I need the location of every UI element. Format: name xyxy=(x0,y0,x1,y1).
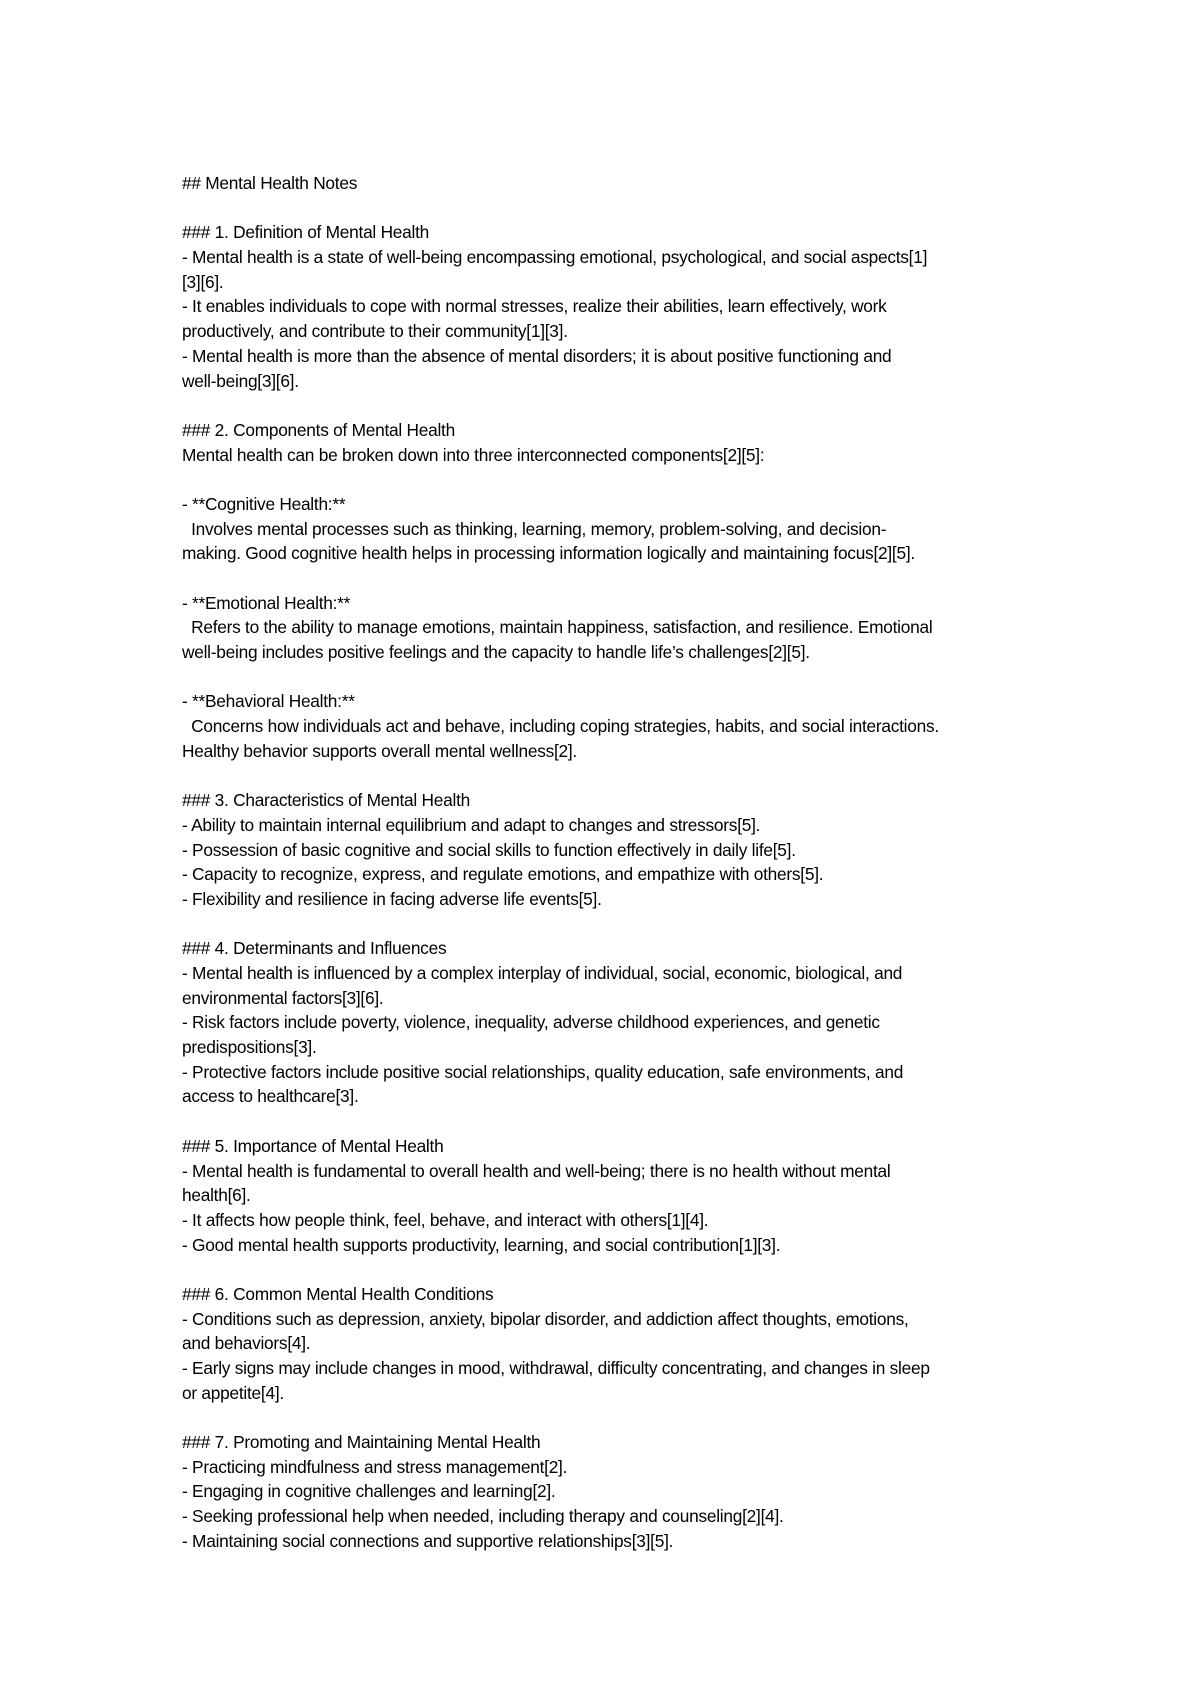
bullet-line: - Practicing mindfulness and stress management[2]. xyxy=(182,1456,568,1477)
bullet-line: - Mental health is fundamental to overall health and well-being; there is no health without mental xyxy=(182,1160,891,1181)
bullet-line: - **Behavioral Health:** xyxy=(182,691,355,712)
bullet-line: - Capacity to recognize, express, and regulate emotions, and empathize with others[5]. xyxy=(182,864,824,885)
bullet-line: - Risk factors include poverty, violence, inequality, adverse childhood experiences, and genetic xyxy=(182,1012,880,1033)
blank-line xyxy=(182,665,1042,690)
text-line: well-being includes positive feelings and the capacity to handle life’s challenges[2][5]. xyxy=(182,642,810,663)
blank-line xyxy=(182,467,1042,492)
bullet-line: - Mental health is more than the absence of mental disorders; it is about positive functioning and xyxy=(182,345,892,366)
document-title: ## Mental Health Notes xyxy=(182,173,358,193)
text-line: productively, and contribute to their community[1][3]. xyxy=(182,321,568,342)
text-line: Concerns how individuals act and behave, including coping strategies, habits, and social interactions. xyxy=(182,716,939,737)
bullet-line: - Mental health is a state of well-being encompassing emotional, psychological, and social aspects[1] xyxy=(182,247,928,268)
section-heading: ### 3. Characteristics of Mental Health xyxy=(182,790,471,811)
section-heading: ### 2. Components of Mental Health xyxy=(182,419,455,440)
blank-line xyxy=(182,764,1042,789)
blank-line xyxy=(182,1405,1042,1430)
blank-line xyxy=(182,912,1042,937)
bullet-line: - Good mental health supports productivity, learning, and social contribution[1][3]. xyxy=(182,1234,781,1255)
document-body xyxy=(182,171,1042,1554)
text-line: Refers to the ability to manage emotions, maintain happiness, satisfaction, and resilience. Emotional xyxy=(182,617,933,638)
blank-line xyxy=(182,566,1042,591)
section-heading: ### 5. Importance of Mental Health xyxy=(182,1135,444,1156)
bullet-line: - Early signs may include changes in mood, withdrawal, difficulty concentrating, and changes in sleep xyxy=(182,1358,930,1378)
bullet-line: - **Emotional Health:** xyxy=(182,592,351,613)
bullet-line: - Possession of basic cognitive and social skills to function effectively in daily life[5]. xyxy=(182,839,796,860)
blank-line xyxy=(182,196,1042,221)
blank-line xyxy=(182,1109,1042,1134)
bullet-line: - Protective factors include positive social relationships, quality education, safe environments, and xyxy=(182,1061,904,1082)
text-line: Mental health can be broken down into three interconnected components[2][5]: xyxy=(182,444,765,465)
bullet-line: - Mental health is influenced by a complex interplay of individual, social, economic, biological, and xyxy=(182,963,903,983)
text-line: and behaviors[4]. xyxy=(182,1333,311,1354)
bullet-line: - Maintaining social connections and supportive relationships[3][5]. xyxy=(182,1530,674,1551)
bullet-line: - It affects how people think, feel, behave, and interact with others[1][4]. xyxy=(182,1209,709,1230)
text-line: health[6]. xyxy=(182,1185,251,1206)
text-line: making. Good cognitive health helps in processing information logically and maintaining focus[2][5]. xyxy=(182,543,915,564)
bullet-line: - Flexibility and resilience in facing adverse life events[5]. xyxy=(182,888,602,909)
text-line: or appetite[4]. xyxy=(182,1382,284,1403)
bullet-line: - It enables individuals to cope with normal stresses, realize their abilities, learn effectively, work xyxy=(182,296,887,317)
blank-line xyxy=(182,393,1042,418)
section-heading: ### 1. Definition of Mental Health xyxy=(182,222,430,243)
section-heading: ### 7. Promoting and Maintaining Mental Health xyxy=(182,1432,541,1453)
bullet-line: - **Cognitive Health:** xyxy=(182,493,346,514)
text-line: predispositions[3]. xyxy=(182,1037,317,1058)
text-line: Healthy behavior supports overall mental wellness[2]. xyxy=(182,740,577,761)
blank-line xyxy=(182,1257,1042,1282)
section-heading: ### 4. Determinants and Influences xyxy=(182,938,447,959)
bullet-line: - Conditions such as depression, anxiety, bipolar disorder, and addiction affect thoughts, emotions, xyxy=(182,1308,909,1329)
text-line: [3][6]. xyxy=(182,271,224,292)
bullet-line: - Ability to maintain internal equilibrium and adapt to changes and stressors[5]. xyxy=(182,814,761,835)
text-line: environmental factors[3][6]. xyxy=(182,987,384,1008)
text-line: well-being[3][6]. xyxy=(182,370,299,391)
text-line: Involves mental processes such as thinking, learning, memory, problem-solving, and decision- xyxy=(182,518,887,539)
bullet-line: - Seeking professional help when needed, including therapy and counseling[2][4]. xyxy=(182,1506,784,1527)
section-heading: ### 6. Common Mental Health Conditions xyxy=(182,1283,494,1304)
text-line: access to healthcare[3]. xyxy=(182,1086,359,1107)
bullet-line: - Engaging in cognitive challenges and learning[2]. xyxy=(182,1481,556,1502)
